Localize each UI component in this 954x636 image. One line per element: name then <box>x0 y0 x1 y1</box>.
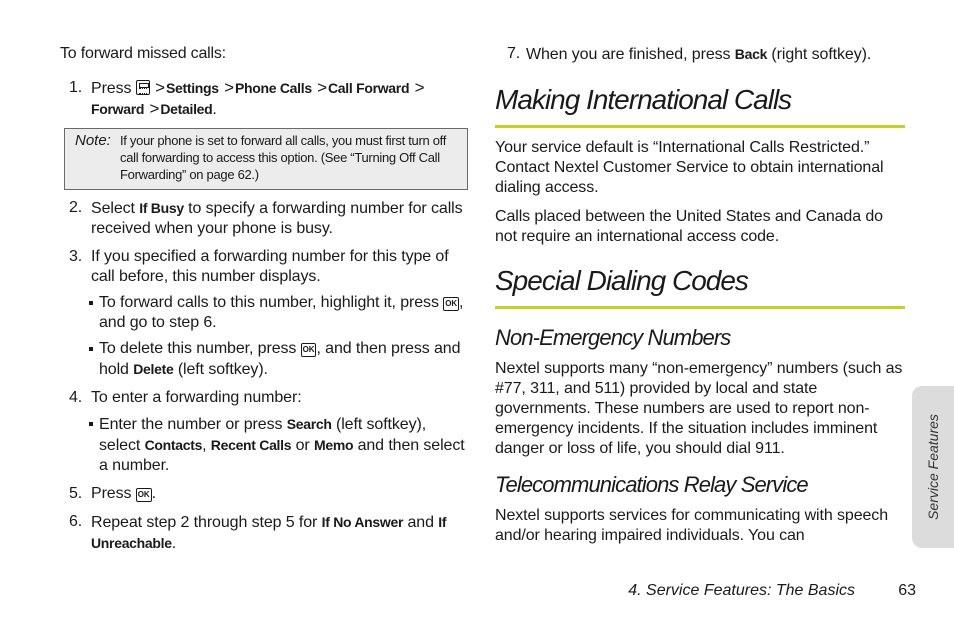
note-text: If your phone is set to forward all calls, you must first turn off call forwarding to access this option. (See “Turning Off Call Forwarding” on page 62.) <box>120 133 447 182</box>
bullet-icon <box>89 347 93 351</box>
step-4: 4. To enter a forwarding number: <box>69 389 302 406</box>
note-label: Note: <box>75 132 111 149</box>
heading-international-calls: Making International Calls <box>495 84 792 115</box>
left-column <box>60 44 468 554</box>
section-side-tab <box>912 386 954 548</box>
heading-special-dialing: Special Dialing Codes <box>495 265 748 296</box>
step-5: 5. Press OK . <box>69 485 156 502</box>
menu-key-icon <box>136 80 150 95</box>
intl-paragraph-1: Your service default is “International Calls Restricted.” Contact Nextel Customer Service to obtain international dialing access. <box>495 139 884 196</box>
note-box <box>64 128 468 190</box>
bullet-icon <box>89 422 93 426</box>
step-1: 1. Press >Settings >Phone Calls >Call Forward > Forward >Detailed. <box>69 78 425 118</box>
arrow-icon: > <box>155 78 165 97</box>
step-3-sub-2: To delete this number, press OK , and then press and hold Delete (left softkey). <box>60 339 468 380</box>
non-emergency-paragraph: Nextel supports many “non-emergency” numbers (such as #77, 311, and 511) provided by local and state governments. These numbers are used to report non-emergency incidents. If the situation includes imminent danger or loss of life, you should dial 911. <box>495 360 903 457</box>
arrow-icon: > <box>224 78 234 97</box>
step-4-sub: Enter the number or press Search (left softkey), select Contacts, Recent Calls or Memo and then select a number. <box>60 414 468 476</box>
ok-key-icon: OK <box>301 343 317 357</box>
relay-paragraph: Nextel supports services for communicating with speech and/or hearing impaired individuals. You can <box>495 507 888 544</box>
heading-rule <box>495 125 905 128</box>
right-column <box>495 44 905 546</box>
ok-key-icon: OK <box>136 488 152 502</box>
side-tab-label: Service Features <box>925 414 941 520</box>
arrow-icon: > <box>149 99 160 118</box>
ok-key-icon: OK <box>443 297 459 311</box>
step-2: 2. Select If Busy to specify a forwarding number for calls received when your phone is busy. <box>69 199 463 237</box>
page-number: 63 <box>898 582 916 599</box>
footer-chapter: 4. Service Features: The Basics <box>628 582 855 599</box>
heading-rule <box>495 306 905 309</box>
arrow-icon: > <box>317 78 327 97</box>
intro-text: To forward missed calls: <box>60 45 226 62</box>
step-6: 6. Repeat step 2 through step 5 for If No Answer and If Unreachable. <box>69 513 447 552</box>
step-3-sub-1: To forward calls to this number, highlight it, press OK , and go to step 6. <box>60 293 468 333</box>
heading-non-emergency: Non-Emergency Numbers <box>495 325 731 350</box>
bullet-icon <box>89 301 93 305</box>
step-7: 7. When you are finished, press Back (right softkey). <box>507 45 872 63</box>
step-3: 3. If you specified a forwarding number for this type of call before, this number displays. <box>69 248 449 285</box>
intl-paragraph-2: Calls placed between the United States and Canada do not require an international access code. <box>495 208 883 245</box>
arrow-icon: > <box>414 78 425 97</box>
heading-relay-service: Telecommunications Relay Service <box>495 472 808 497</box>
